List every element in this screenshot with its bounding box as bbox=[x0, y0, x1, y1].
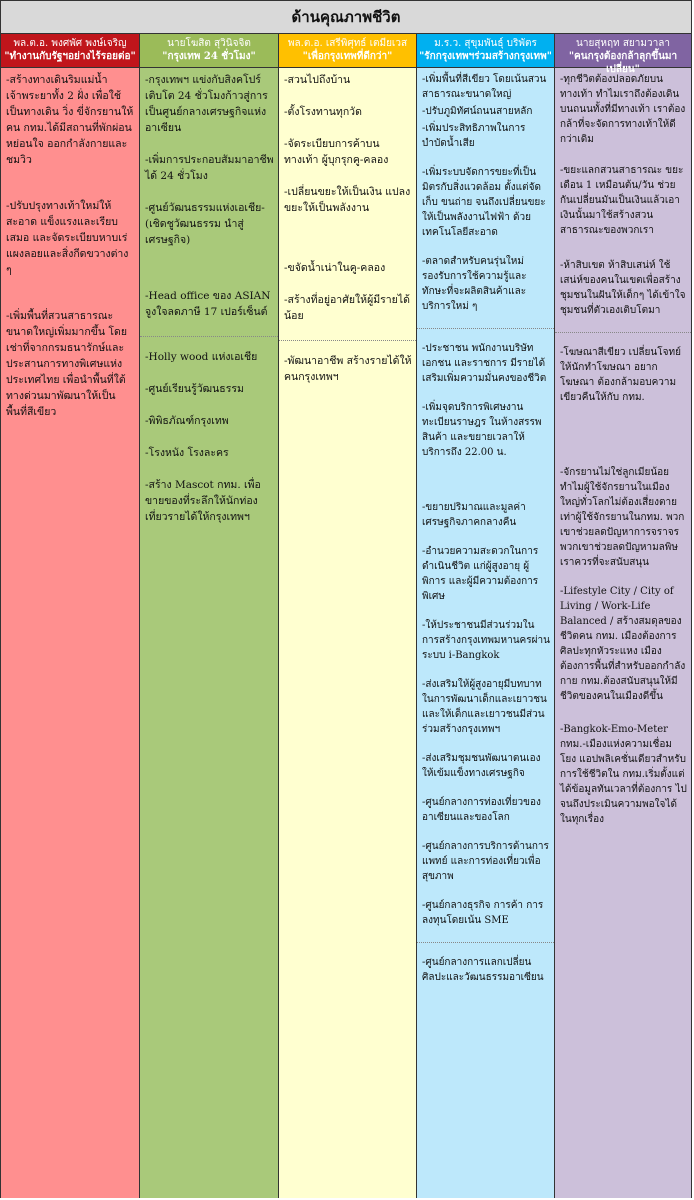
candidate-motto: "รักกรุงเทพฯร่วมสร้างกรุงเทพ" bbox=[419, 51, 552, 62]
candidate-name: พล.ต.อ. เสรีพิศุทธ์ เตมียเวส bbox=[287, 38, 408, 49]
policy-item: -พัฒนาอาชีพ สร้างรายได้ให้คนกรุงเทพฯ bbox=[284, 355, 412, 383]
candidate-column-4 bbox=[417, 34, 555, 1198]
policy-list bbox=[140, 68, 278, 1198]
candidate-motto: "กรุงเทพ 24 ชั่วโมง" bbox=[162, 51, 256, 62]
policy-item: -อำนวยความสะดวกในการดำเนินชีวิต แก่ผู้สูงอายุ ผู้พิการ และผู้มีความต้องการพิเศษ bbox=[422, 546, 539, 602]
policy-item: -ขจัดน้ำเน่าในคู-คลอง bbox=[284, 262, 386, 274]
row-divider bbox=[140, 336, 278, 337]
row-divider bbox=[417, 328, 554, 329]
policy-list bbox=[1, 68, 139, 1198]
policy-item: -กรุงเทพฯ แข่งกับสิงคโปร์เติบโต 24 ชั่วโมงก้าวสู่การเป็นศูนย์กลางเศรษฐกิจแห่งอาเซียน bbox=[145, 74, 268, 134]
policy-item: -Holly wood แห่งเอเชีย bbox=[145, 351, 258, 363]
policy-item: -พิพิธภัณฑ์กรุงเทพ bbox=[145, 415, 229, 427]
candidate-column-2 bbox=[140, 34, 279, 1198]
policy-item: -เพิ่มประสิทธิภาพในการบำบัดน้ำเสีย bbox=[422, 123, 526, 149]
policy-item: -ศูนย์วัฒนธรรมแห่งเอเชีย-(เชิดชูวัฒนธรรม นำสู่ เศรษฐกิจ) bbox=[145, 202, 265, 246]
policy-item: -ส่งเสริมชุมชนพัฒนาตนเองให้เข้มแข็งทางเศรษฐกิจ bbox=[422, 753, 541, 779]
candidate-column-3 bbox=[279, 34, 417, 1198]
candidate-header bbox=[555, 34, 691, 75]
policy-item: -เปลี่ยนขยะให้เป็นเงิน แปลงขยะให้เป็นพลังงาน bbox=[284, 186, 411, 214]
policy-item: -ส่งเสริมให้ผู้สูงอายุมีบทบาทในการพัฒนาเด็กและเยาวชน และให้เด็กและเยาวชนมีส่วนร่วมสร้างกรุงเทพฯ bbox=[422, 679, 547, 735]
row-divider bbox=[555, 332, 691, 333]
policy-item: -เพิ่มจุดบริการพิเศษงานทะเบียนราษฎร ในห้างสรรพสินค้า และขยายเวลาให้บริการถึง 22.00 น. bbox=[422, 402, 542, 458]
policy-item: -เพิ่มพื้นที่สวนสาธารณะขนาดใหญ่เพิ่มมากขึ้น โดยเช่าที่จากกรมธนารักษ์และประสานการทางพิเศษแห่งประเทศไทย เพื่อนำพื้นที่ใต้ทางด่วนมาพัฒนาให้เป็นพื้นที่สีเขียว bbox=[6, 310, 127, 418]
policy-item: -ให้ประชาชนมีส่วนร่วมในการสร้างกรุงเทพมหานครผ่านระบบ i-Bangkok bbox=[422, 620, 550, 661]
candidate-column-1 bbox=[1, 34, 140, 1198]
candidate-header bbox=[140, 34, 278, 68]
policy-item: -จักรยานไม่ใช่ลูกเมียน้อย ทำไมผู้ใช้จักรยานในเมืองใหญ่ทั่วโลกไม่ต้องเสี่ยงตายเท่าผู้ใช้จักรยานในกทม. พวกเขาช่วยลดปัญหาการจราจร พวกเขาช่วยลดปัญหามลพิษ เราควรที่จะสนับสนุน bbox=[560, 467, 685, 568]
policy-item: -เพิ่มการประกอบสัมมาอาชีพได้ 24 ชั่วโมง bbox=[145, 154, 274, 182]
policy-item: -สร้างที่อยู่อาศัยให้ผู้มีรายได้น้อย bbox=[284, 294, 410, 322]
policy-item: -ศูนย์กลางการท่องเที่ยวของอาเซียนและของโลก bbox=[422, 797, 541, 823]
policy-item: -โฆษณาสีเขียว เปลี่ยนโจทย์ให้นักทำโฆษณา อยากโฆษณา ต้องกล้ามอบความเขียวคืนให้กับ กทม. bbox=[560, 347, 681, 403]
row-divider bbox=[417, 942, 554, 943]
policy-item: -ตั้งโรงทานทุกวัด bbox=[284, 106, 362, 118]
policy-item: -โรงหนัง โรงละคร bbox=[145, 447, 229, 459]
policy-item: -เพิ่มพื้นที่สีเขียว โดยเน้นสวนสาธารณะขนาดใหญ่ bbox=[422, 74, 547, 100]
policy-item: -ทุกชีวิตต้องปลอดภัยบนทางเท้า ทำไมเราถึงต้องเดินบนถนนทั้งที่มีทางเท้า เราต้องกล้าที่จะจัดการทางเท้าให้ดีกว่าเดิม bbox=[560, 74, 686, 145]
policy-item: -สร้าง Mascot กทม. เพื่อขายของที่ระลึกให้นักท่องเที่ยวรายได้ให้กรุงเทพฯ bbox=[145, 479, 261, 523]
policy-item: -เพิ่มระบบจัดการขยะที่เป็นมิตรกับสิ่งแวดล้อม ตั้งแต่จัดเก็บ ขนถ่าย จนถึงเปลี่ยนขยะ ให้เป็นพลังงานไฟฟ้า ด้วยเทคโนโลยีสะอาด bbox=[422, 167, 546, 238]
policy-item: -ปรับภูมิทัศน์ถนนสายหลัก bbox=[422, 106, 533, 117]
policy-item: -Lifestyle City / City of Living / Work-Life Balanced / สร้างสมดุลของชีวิตคน กทม. เมืองต้องการศิลปะทุกหัวระแหง เมืองต้องการพื้นที่สำหรับออกกำลังกาย กทม.ต้องสนับสนุนให้มีชีวิตของคนในเมืองดีขึ้น bbox=[560, 586, 686, 702]
policy-list bbox=[555, 68, 691, 1198]
candidate-motto: "คนกรุงต้องกล้าลุกขึ้นมาเปลี่ยน" bbox=[568, 51, 678, 75]
policy-list bbox=[417, 68, 554, 1198]
policy-item: -Head office ของ ASIAN จูงใจลดภาษี 17 เปอร์เซ็นต์ bbox=[145, 290, 271, 318]
candidate-name: ม.ร.ว. สุขุมพันธุ์ บริพัตร bbox=[434, 38, 537, 49]
candidate-header bbox=[417, 34, 554, 68]
candidate-name: นายโฆสิต สุวินิจจิต bbox=[167, 38, 251, 49]
policy-item: -ขยายปริมาณและมูลค่าเศรษฐกิจภาคกลางคืน bbox=[422, 502, 526, 528]
policy-item: -ห้าสิบเขต ห้าสิบเสน่ห์ ใช้เสน่ห์ของคนในเขตเพื่อสร้างชุมชนในฝันให้เด็กๆ ได้เข้าใจชุมชนที่ตัวเองเติบโตมา bbox=[560, 260, 686, 316]
policy-item: -ตลาดสำหรับคนรุ่นใหม่ รองรับการใช้ความรู้และทักษะที่จะผลิตสินค้าและบริการใหม่ ๆ bbox=[422, 256, 527, 312]
candidate-motto: "ทำงานกับรัฐฯอย่างไร้รอยต่อ" bbox=[4, 51, 136, 62]
candidate-name: พล.ต.อ. พงศพัศ พงษ์เจริญ bbox=[13, 38, 127, 49]
policy-item: -ศูนย์กลางการแลกเปลี่ยนศิลปะและวัฒนธรรมอาเซียน bbox=[422, 957, 544, 983]
policy-item: -ประชาชน พนักงานบริษัทเอกชน และราชการ มีรายได้เสริมเพิ่มความมั่นคงของชีวิต bbox=[422, 343, 547, 384]
policy-item: -ศูนย์กลางการบริการด้านการแพทย์ และการท่องเที่ยวเพื่อสุขภาพ bbox=[422, 841, 549, 882]
page-title: ด้านคุณภาพชีวิต bbox=[1, 1, 691, 34]
candidate-name: นายสุหฤท สยามวาลา bbox=[576, 38, 670, 49]
row-divider bbox=[279, 340, 416, 341]
policy-item: -สร้างทางเดินริมแม่น้ำเจ้าพระยาทั้ง 2 ฝั่ง เพื่อใช้เป็นทางเดิน วิ่ง ขี่จักรยานให้คน กทม.ได้มีสถานที่พักผ่อนหย่อนใจ ออกกำลังกายและชมวิว bbox=[6, 74, 134, 166]
policy-item: -ศูนย์เรียนรู้วัฒนธรรม bbox=[145, 383, 244, 395]
policy-item: -ศูนย์กลางธุรกิจ การค้า การลงทุนโดยเน้น SME bbox=[422, 900, 544, 926]
policy-item: -ปรับปรุงทางเท้าใหม่ให้สะอาด แข็งแรงและเรียบเสมอ และจัดระเบียบหาบเร่แผงลอยและสิ่งกีดขวางต่าง ๆ bbox=[6, 200, 129, 276]
policy-item: -Bangkok-Emo-Meter กทม.-เมืองแห่งความเชื่อมโยง แอปพลิเคชั่นเดียวสำหรับการใช้ชีวิตใน กทม.เริ่มตั้งแต่ได้ข้อมูลทันเวลาที่ต้องการ ไปจนถึงประเมินความพอใจได้ในทุกเรื่อง bbox=[560, 724, 687, 825]
policy-item: -สวนไปถึงบ้าน bbox=[284, 74, 351, 86]
candidate-column-5 bbox=[555, 34, 691, 1198]
candidate-columns bbox=[1, 34, 691, 1198]
policy-item: -ขยะแลกสวนสาธารณะ ขยะเดือน 1 เหมือนต้น/วัน ช่วยกันเปลี่ยนมันเป็นเงินแล้วเอาเงินนั้นมาใช้สร้างสวนสาธารณะของพวกเรา bbox=[560, 165, 684, 236]
policy-item: -จัดระเบียบการค้าบนทางเท้า ผู้บุกรุกคู-คลอง bbox=[284, 138, 389, 166]
candidate-header bbox=[279, 34, 416, 68]
policy-list bbox=[279, 68, 416, 1198]
candidate-motto: "เพื่อกรุงเทพที่ดีกว่า" bbox=[302, 51, 393, 62]
candidate-header bbox=[1, 34, 139, 68]
